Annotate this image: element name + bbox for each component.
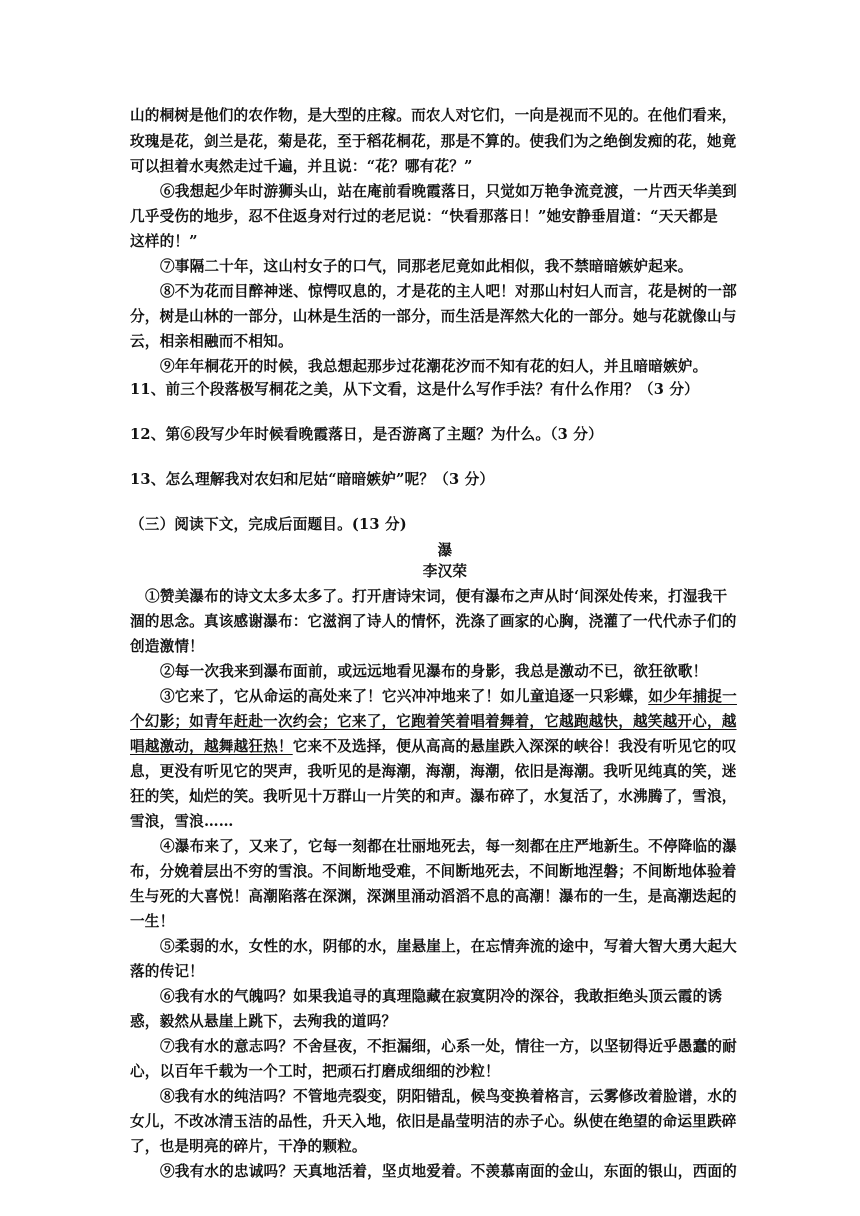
- paragraph-6-line: ⑥我有水的气魄吗？如果我追寻的真理隐藏在寂寞阴冷的深谷，我敢拒绝头顶云霞的诱: [160, 988, 723, 1005]
- paragraph-4-line: ④瀑布来了，又来了，它每一刻都在壮丽地死去，每一刻都在庄严地新生。不停降临的瀑: [160, 838, 737, 855]
- paragraph-4-line: 生与死的大喜悦！高潮陷落在深渊，深渊里涌动滔滔不息的高潮！瀑布的一生，是高潮迭起的: [130, 888, 737, 905]
- paragraph-9-line: ⑨我有水的忠诚吗？天真地活着，坚贞地爱着。不羡慕南面的金山，东面的银山，西面的: [160, 1163, 737, 1180]
- story1-line: 云，相亲相融而不相知。: [130, 333, 293, 350]
- paragraph-3-line: [160, 687, 760, 707]
- p3-plain-text: ③它来了，它从命运的高处来了！它兴冲冲地来了！如儿童追逐一只彩蝶，: [160, 688, 649, 705]
- paragraph-6-line: 惑，毅然从悬崖上跳下，去殉我的道吗？: [130, 1013, 397, 1030]
- paragraph-2: ②每一次我来到瀑布面前，或远远地看见瀑布的身影，我总是激动不已，欲狂欲歌！: [160, 663, 708, 680]
- paragraph-8-line: 了，也是明亮的碎片，干净的颗粒。: [130, 1138, 367, 1155]
- story1-line: 山的桐树是他们的农作物，是大型的庄稼。而农人对它们，一向是视而不见的。在他们看来，: [130, 107, 737, 124]
- question-12: 12、第⑥段写少年时候看晚霞落日，是否游离了主题？为什么。（3 分）: [130, 426, 603, 443]
- story1-line: 这样的！”: [130, 233, 198, 250]
- story1-line: 可以担着水夷然走过千遍，并且说：“花？哪有花？”: [130, 158, 473, 175]
- article-author: 李汉荣: [422, 563, 468, 580]
- story1-line: ⑧不为花而目醉神迷、惊愕叹息的，才是花的主人吧！对那山村妇人而言，花是树的一部: [160, 283, 737, 300]
- story1-line: 分，树是山林的一部分，山林是生活的一部分，而生活是浑然大化的一部分。她与花就像山与: [130, 308, 737, 325]
- question-13: 13、怎么理解我对农妇和尼姑“暗暗嫉妒”呢？（3 分）: [130, 471, 495, 488]
- article-title: 瀑: [437, 542, 453, 559]
- p3-underlined-text: 如少年捕捉一: [648, 688, 737, 705]
- story1-line: ⑥我想起少年时游狮头山，站在庵前看晚霞落日，只觉如万艳争流竞渡，一片西天华美到: [160, 183, 737, 200]
- paragraph-7-line: ⑦我有水的意志吗？不舍昼夜，不拒漏细，心系一处，情往一方，以坚韧得近乎愚蠢的耐: [160, 1038, 737, 1055]
- paragraph-1-line: 创造激情！: [130, 638, 204, 655]
- section-heading: （三）阅读下文，完成后面题目。(13 分): [130, 516, 407, 533]
- story1-line: 几乎受伤的地步，忍不住返身对行过的老尼说：“快看那落日！”她安静垂眉道：“天天都是: [130, 208, 718, 225]
- story1-line: ⑦事隔二十年，这山村女子的口气，同那老尼竟如此相似，我不禁暗暗嫉妒起来。: [160, 258, 693, 275]
- paragraph-7-line: 心，以百年千载为一个工时，把顽石打磨成细细的沙粒！: [130, 1063, 500, 1080]
- paragraph-3-line: 狂的笑，灿烂的笑。我听见十万群山一片笑的和声。瀑布碎了，水复活了，水沸腾了，雪浪，: [130, 788, 737, 805]
- paragraph-5-line: ⑤柔弱的水，女性的水，阴郁的水，崖悬崖上，在忘情奔流的途中，写着大智大勇大起大: [160, 938, 737, 955]
- p3-underlined-text: 个幻影；如青年赶赴一次约会；它来了，它跑着笑着唱着舞着，它越跑越快，越笑越开心，越: [130, 713, 737, 730]
- paragraph-5-line: 落的传记！: [130, 963, 204, 980]
- story1-line: 玫瑰是花，剑兰是花，菊是花，至于稻花桐花，那是不算的。使我们为之绝倒发痴的花，她竟: [130, 133, 737, 150]
- question-11: 11、前三个段落极写桐花之美，从下文看，这是什么写作手法？有什么作用？（3 分）: [130, 381, 699, 398]
- paragraph-3-line: [130, 737, 760, 757]
- paragraph-4-line: 一生！: [130, 913, 175, 930]
- story1-line: ⑨年年桐花开的时候，我总想起那步过花潮花汐而不知有花的妇人，并且暗暗嫉妒。: [160, 358, 708, 375]
- paragraph-8-line: 女儿，不改冰清玉洁的品性，升天入地，依旧是晶莹明洁的赤子心。纵使在绝望的命运里跌碎: [130, 1113, 737, 1130]
- paragraph-1-line: ①赞美瀑布的诗文太多太多了。打开唐诗宋词，便有瀑布之声从时‘间深处传来，打湿我干: [145, 588, 728, 605]
- paragraph-3-line: 息，更没有听见它的哭声，我听见的是海潮，海潮，海潮，依旧是海潮。我听见纯真的笑，迷: [130, 763, 737, 780]
- paragraph-3-line: [130, 712, 760, 732]
- paragraph-4-line: 布，分娩着层出不穷的雪浪。不间断地受难，不间断地死去，不间断地涅磐；不间断地体验着: [130, 863, 737, 880]
- paragraph-8-line: ⑧我有水的纯洁吗？不管地壳裂变，阴阳错乱，候鸟变换着格言，云雾修改着脸谱，水的: [160, 1088, 737, 1105]
- paragraph-1-line: 涸的思念。真该感谢瀑布：它滋润了诗人的情怀，洗涤了画家的心胸，浇灌了一代代赤子们的: [130, 613, 737, 630]
- p3-underlined-text: 唱越激动，越舞越狂热！: [130, 738, 293, 755]
- paragraph-3-line: 雪浪，雪浪……: [130, 813, 234, 830]
- p3-plain-text: 它来不及选择，便从高高的悬崖跌入深深的峡谷！我没有听见它的叹: [292, 738, 737, 755]
